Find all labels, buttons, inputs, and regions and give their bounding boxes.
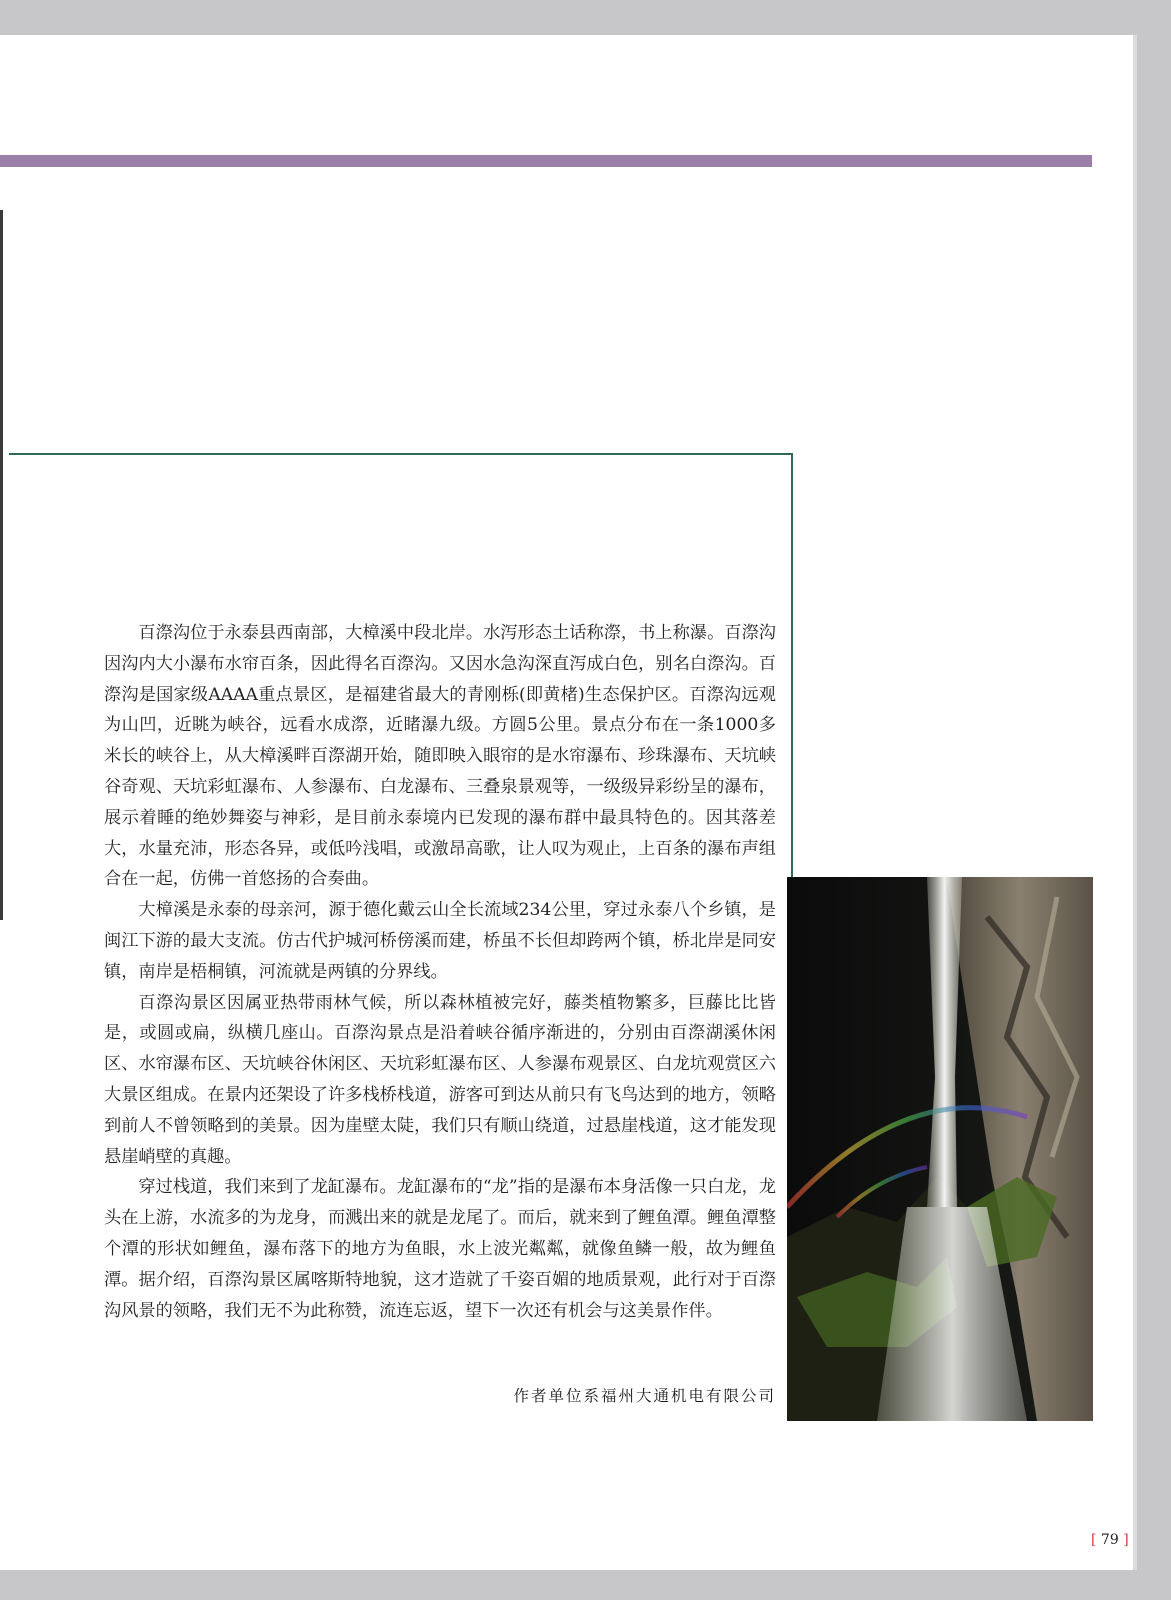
waterfall-photo bbox=[787, 877, 1093, 1421]
page-number-close-bracket: ] bbox=[1123, 1532, 1129, 1548]
article-paragraph-4: 穿过栈道，我们来到了龙缸瀑布。龙缸瀑布的“龙”指的是瀑布本身活像一只白龙，龙头在上游，水流多的为龙身，而溅出来的就是龙尾了。而后，就来到了鲤鱼潭。鲤鱼潭整个潭的形状如鲤鱼，瀑布落下的地方为鱼眼，水上波光粼粼，就像鱼鳞一般，故为鲤鱼潭。据介绍，百漈沟景区属喀斯特地貌，这才造就了千姿百媚的地质景观，此行对于百漈沟风景的领略，我们无不为此称赞，流连忘返，望下一次还有机会与这美景作伴。 bbox=[104, 1177, 776, 1321]
page-frame-top bbox=[0, 0, 1171, 35]
text-box-right-rule bbox=[791, 453, 793, 879]
page-frame-right bbox=[1137, 0, 1171, 1600]
page-frame-bottom bbox=[0, 1570, 1171, 1600]
article-paragraph-2: 大樟溪是永泰的母亲河，源于德化戴云山全长流域234公里，穿过永泰八个乡镇，是闽江下游的最大支流。仿古代护城河桥傍溪而建，桥虽不长但却跨两个镇，桥北岸是同安镇，南岸是梧桐镇，河流就是两镇的分界线。 bbox=[104, 900, 776, 982]
page-number-value: 79 bbox=[1100, 1532, 1119, 1548]
text-box-top-rule bbox=[9, 453, 793, 455]
left-margin-rule bbox=[0, 210, 3, 920]
article-paragraph-1: 百漈沟位于永泰县西南部，大樟溪中段北岸。水泻形态土话称漈，书上称瀑。百漈沟因沟内大小瀑布水帘百条，因此得名百漈沟。又因水急沟深直泻成白色，别名白漈沟。百漈沟是国家级AAAA重点景区，是福建省最大的青刚栎(即黄楮)生态保护区。百漈沟远观为山凹，近眺为峡谷，远看水成漈，近睹瀑九级。方圆5公里。景点分布在一条1000多米长的峡谷上，从大樟溪畔百漈湖开始，随即映入眼帘的是水帘瀑布、珍珠瀑布、天坑峡谷奇观、天坑彩虹瀑布、人参瀑布、白龙瀑布、三叠泉景观等，一级级异彩纷呈的瀑布，展示着睡的绝妙舞姿与神彩，是目前永泰境内已发现的瀑布群中最具特色的。因其落差大，水量充沛，形态各异，或低吟浅唱，或激昂高歌，让人叹为观止，上百条的瀑布声组合在一起，仿佛一首悠扬的合奏曲。 bbox=[104, 623, 776, 890]
page-edge-shadow bbox=[1133, 35, 1137, 1570]
article-body bbox=[104, 618, 776, 1326]
page-number bbox=[1091, 1532, 1129, 1548]
page-number-open-bracket: [ bbox=[1091, 1532, 1097, 1548]
waterfall-image bbox=[787, 877, 1093, 1421]
decorative-purple-band bbox=[0, 155, 1092, 167]
author-affiliation: 作者单位系福州大通机电有限公司 bbox=[513, 1387, 776, 1405]
article-paragraph-3: 百漈沟景区因属亚热带雨林气候，所以森林植被完好，藤类植物繁多，巨藤比比皆是，或圆或扁，纵横几座山。百漈沟景点是沿着峡谷循序渐进的，分别由百漈湖溪休闲区、水帘瀑布区、天坑峡谷休闲区、天坑彩虹瀑布区、人参瀑布观景区、白龙坑观赏区六大景区组成。在景内还架设了许多栈桥栈道，游客可到达从前只有飞鸟达到的地方，领略到前人不曾领略到的美景。因为崖壁太陡，我们只有顺山绕道，过悬崖栈道，这才能发现悬崖峭壁的真趣。 bbox=[104, 992, 776, 1167]
